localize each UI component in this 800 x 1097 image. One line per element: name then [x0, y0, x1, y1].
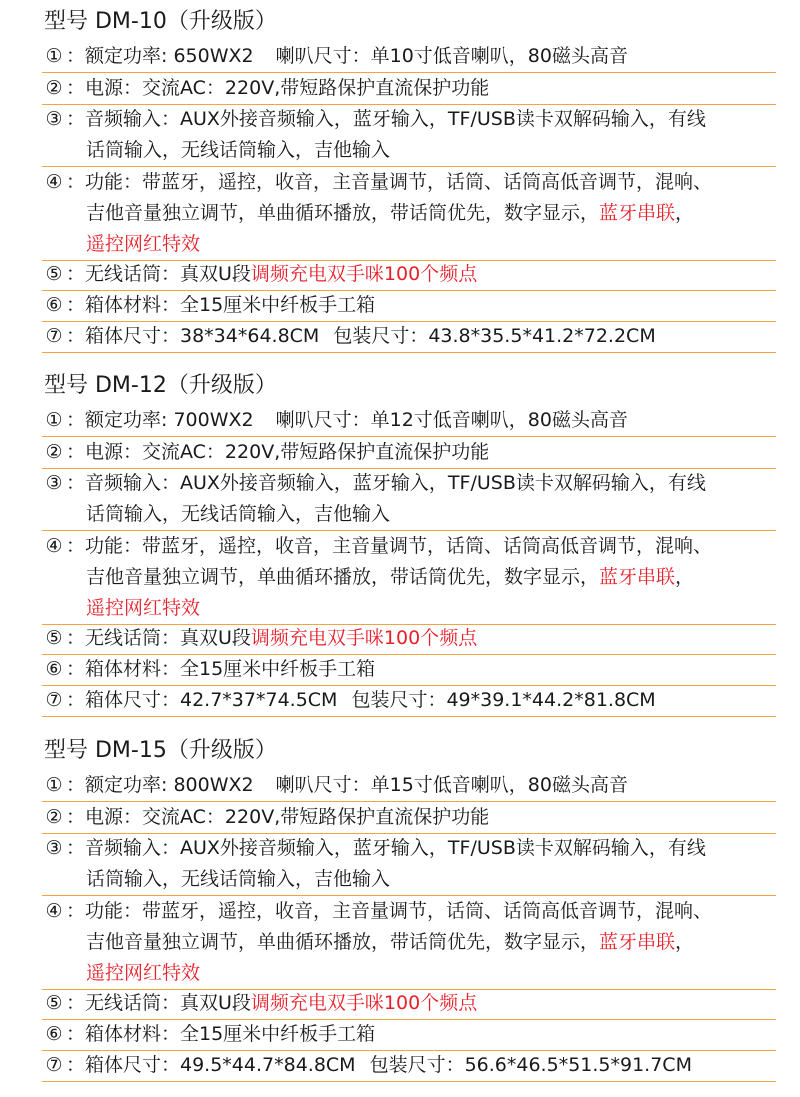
- spec-audio-input: ③ ：音频输入：AUX外接音频输入，蓝牙输入，TF/USB读卡双解码输入，有线 话筒输入，无线话筒输入，吉他输入: [42, 104, 776, 167]
- item-number: ④: [45, 171, 63, 193]
- item-number: ④: [45, 900, 63, 922]
- highlight-text: 蓝牙串联: [599, 931, 676, 953]
- spec-power: ① ：额定功率: 800WX2 喇叭尺寸：单15寸低音喇叭，80磁头高音: [42, 770, 776, 802]
- item-number: ⑤: [45, 992, 63, 1014]
- model-title: 型号 DM-10（升级版）: [44, 9, 277, 34]
- spec-audio-input: ③ ：音频输入：AUX外接音频输入，蓝牙输入，TF/USB读卡双解码输入，有线 话筒输入，无线话筒输入，吉他输入: [42, 468, 776, 531]
- spec-power: ① ：额定功率: 700WX2 喇叭尺寸：单12寸低音喇叭，80磁头高音: [42, 405, 776, 437]
- spec-power: ① ：额定功率: 650WX2 喇叭尺寸：单10寸低音喇叭，80磁头高音: [42, 41, 776, 73]
- speaker-size: 喇叭尺寸：单12寸低音喇叭，80磁头高音: [275, 409, 628, 431]
- item-number: ⑥: [45, 1023, 63, 1045]
- power-value: 700WX2: [173, 409, 254, 431]
- model-title: 型号 DM-12（升级版）: [44, 373, 277, 398]
- spec-power-source: ② ：电源：交流AC：220V,带短路保护直流保护功能: [42, 437, 776, 469]
- item-number: ④: [45, 535, 63, 557]
- item-number: ③: [45, 472, 63, 494]
- spec-cabinet-material: ⑥ ：箱体材料：全15厘米中纤板手工箱: [42, 1019, 776, 1051]
- spec-dimensions: ⑦ ：箱体尺寸：38*34*64.8CM 包装尺寸：43.8*35.5*41.2*72.2CM: [42, 321, 776, 353]
- spec-functions: ④ ：功能：带蓝牙，遥控，收音，主音量调节，话筒、话筒高低音调节，混响、 吉他音量独立调节，单曲循环播放，带话筒优先，数字显示，蓝牙串联， 遥控网红特效: [42, 531, 776, 625]
- spec-wireless-mic: ⑤ ：无线话筒：真双U段调频充电双手咪100个频点: [42, 988, 776, 1020]
- item-number: ①: [45, 774, 63, 796]
- spec-dimensions: ⑦ ：箱体尺寸：49.5*44.7*84.8CM 包装尺寸：56.6*46.5*51.5*91.7CM: [42, 1050, 776, 1082]
- spec-cabinet-material: ⑥ ：箱体材料：全15厘米中纤板手工箱: [42, 290, 776, 322]
- item-number: ⑥: [45, 294, 63, 316]
- spec-power-source: ② ：电源：交流AC：220V,带短路保护直流保护功能: [42, 73, 776, 105]
- power-value: 650WX2: [173, 45, 254, 67]
- highlight-text: 调频充电双手咪100个频点: [250, 263, 478, 285]
- item-number: ⑦: [45, 1054, 63, 1076]
- item-number: ①: [45, 45, 63, 67]
- highlight-text: 调频充电双手咪100个频点: [250, 627, 478, 649]
- spec-functions: ④ ：功能：带蓝牙，遥控，收音，主音量调节，话筒、话筒高低音调节，混响、 吉他音量独立调节，单曲循环播放，带话筒优先，数字显示，蓝牙串联， 遥控网红特效: [42, 896, 776, 990]
- spec-functions: ④ ：功能：带蓝牙，遥控，收音，主音量调节，话筒、话筒高低音调节，混响、 吉他音量独立调节，单曲循环播放，带话筒优先，数字显示，蓝牙串联， 遥控网红特效: [42, 167, 776, 261]
- highlight-text: 调频充电双手咪100个频点: [250, 992, 478, 1014]
- highlight-text: 遥控网红特效: [86, 233, 201, 255]
- spec-power-source: ② ：电源：交流AC：220V,带短路保护直流保护功能: [42, 802, 776, 834]
- item-number: ⑤: [45, 627, 63, 649]
- package-size: 包装尺寸：43.8*35.5*41.2*72.2CM: [333, 325, 656, 347]
- spec-cabinet-material: ⑥ ：箱体材料：全15厘米中纤板手工箱: [42, 654, 776, 686]
- spec-audio-input: ③ ：音频输入：AUX外接音频输入，蓝牙输入，TF/USB读卡双解码输入，有线 话筒输入，无线话筒输入，吉他输入: [42, 833, 776, 896]
- highlight-text: 蓝牙串联: [599, 202, 676, 224]
- spec-dimensions: ⑦ ：箱体尺寸：42.7*37*74.5CM 包装尺寸：49*39.1*44.2*81.8CM: [42, 685, 776, 717]
- item-number: ⑤: [45, 263, 63, 285]
- highlight-text: 遥控网红特效: [86, 962, 201, 984]
- item-number: ⑦: [45, 689, 63, 711]
- power-value: 800WX2: [173, 774, 254, 796]
- package-size: 包装尺寸：49*39.1*44.2*81.8CM: [351, 689, 656, 711]
- speaker-size: 喇叭尺寸：单10寸低音喇叭，80磁头高音: [275, 45, 628, 67]
- item-number: ③: [45, 837, 63, 859]
- highlight-text: 遥控网红特效: [86, 597, 201, 619]
- spec-wireless-mic: ⑤ ：无线话筒：真双U段调频充电双手咪100个频点: [42, 623, 776, 655]
- package-size: 包装尺寸：56.6*46.5*51.5*91.7CM: [369, 1054, 692, 1076]
- item-number: ②: [45, 441, 63, 463]
- item-number: ①: [45, 409, 63, 431]
- item-number: ②: [45, 77, 63, 99]
- item-number: ②: [45, 806, 63, 828]
- highlight-text: 蓝牙串联: [599, 566, 676, 588]
- item-number: ⑥: [45, 658, 63, 680]
- model-title: 型号 DM-15（升级版）: [44, 738, 277, 763]
- item-number: ⑦: [45, 325, 63, 347]
- item-number: ③: [45, 108, 63, 130]
- spec-wireless-mic: ⑤ ：无线话筒：真双U段调频充电双手咪100个频点: [42, 259, 776, 291]
- speaker-size: 喇叭尺寸：单15寸低音喇叭，80磁头高音: [275, 774, 628, 796]
